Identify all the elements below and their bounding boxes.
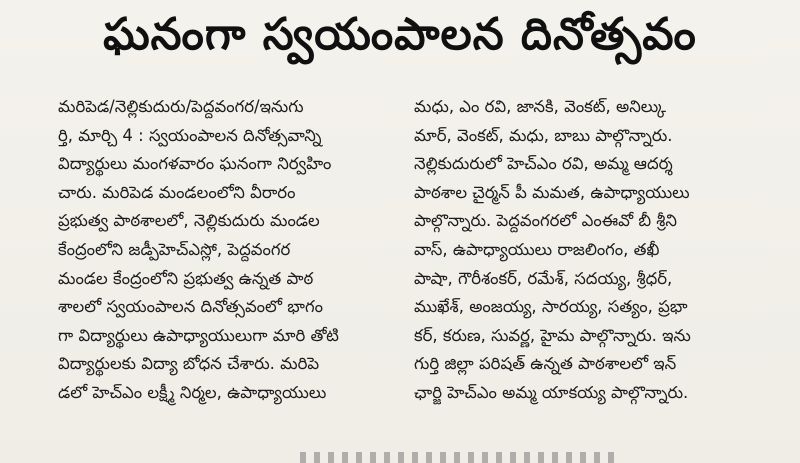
text-line: శాలలో స్వయంపాలన దినోత్సవంలో భాగం <box>58 297 323 317</box>
text-line: గా విద్యార్థులు ఉపాధ్యాయులుగా మారి తోటి <box>58 325 339 345</box>
text-line: విద్యార్థులకు విద్యా బోధన చేశారు. మరిపె <box>58 354 320 374</box>
text-line: డలో హెచ్ఎం లక్ష్మీ నిర్మల, ఉపాధ్యాయులు <box>58 382 327 402</box>
text-line: గుర్తి జిల్లా పరిషత్ ఉన్నత పాఠశాలలో ఇన్ <box>414 354 677 374</box>
text-line: ఛార్జి హెచ్ఎం అమ్మ యాకయ్య పాల్గొన్నారు. <box>414 382 689 402</box>
text-line: మధు, ఎం రవి, జానకి, వెంకట్, అనిల్కు <box>414 97 666 116</box>
text-line: ప్రభుత్వ పాఠశాలలో, నెల్లికుదురు మండల <box>58 211 320 231</box>
text-line: పాషా, గౌరీశంకర్, రమేశ్, సదయ్య, శ్రీధర్, <box>414 268 673 288</box>
text-line: ముఖేశ్, అంజయ్య, సారయ్య, సత్యం, ప్రభా <box>414 297 688 317</box>
text-line: కర్, కరుణ, సువర్ణ, హైమ పాల్గొన్నారు. ఇను <box>414 325 691 345</box>
article-left-column <box>58 93 393 408</box>
text-line: పాఠశాల చైర్మన్ పీ మమత, ఉపాధ్యాయులు <box>414 182 690 202</box>
text-line: ర్తి, మార్చి 4 : స్వయంపాలన దినోత్సవాన్ని <box>58 125 322 145</box>
text-line: నెల్లికుదురులో హెచ్ఎం రవి, అమ్మ ఆదర్శ <box>414 154 673 174</box>
text-line: మండల కేంద్రంలోని ప్రభుత్వ ఉన్నత పాఠ <box>58 268 314 288</box>
text-line: మరిపెడ/నెల్లికుదురు/పెద్దవంగర/ఇనుగు <box>58 97 304 116</box>
article-right-column <box>414 93 782 408</box>
text-line: కేంద్రంలోని జడ్పీహెచ్ఎస్లో, పెద్దవంగర <box>58 239 291 259</box>
text-line: మార్, వెంకట్, మధు, బాబు పాల్గొన్నారు. <box>414 125 673 145</box>
text-line: పాల్గొన్నారు. పెద్దవంగరలో ఎంఈవో బీ శ్రీని <box>414 211 677 231</box>
text-line: వాస్, ఉపాధ్యాయులు రాజలింగం, తఖీ <box>414 239 660 259</box>
text-line: చారు. మరిపెడ మండలంలోని వీరారం <box>58 182 296 202</box>
article-headline: ఘనంగా స్వయంపాలన దినోత్సవం <box>103 9 697 60</box>
text-line: విద్యార్థులు మంగళవారం ఘనంగా నిర్వహిం <box>58 154 332 174</box>
cropped-next-headline <box>300 452 620 463</box>
